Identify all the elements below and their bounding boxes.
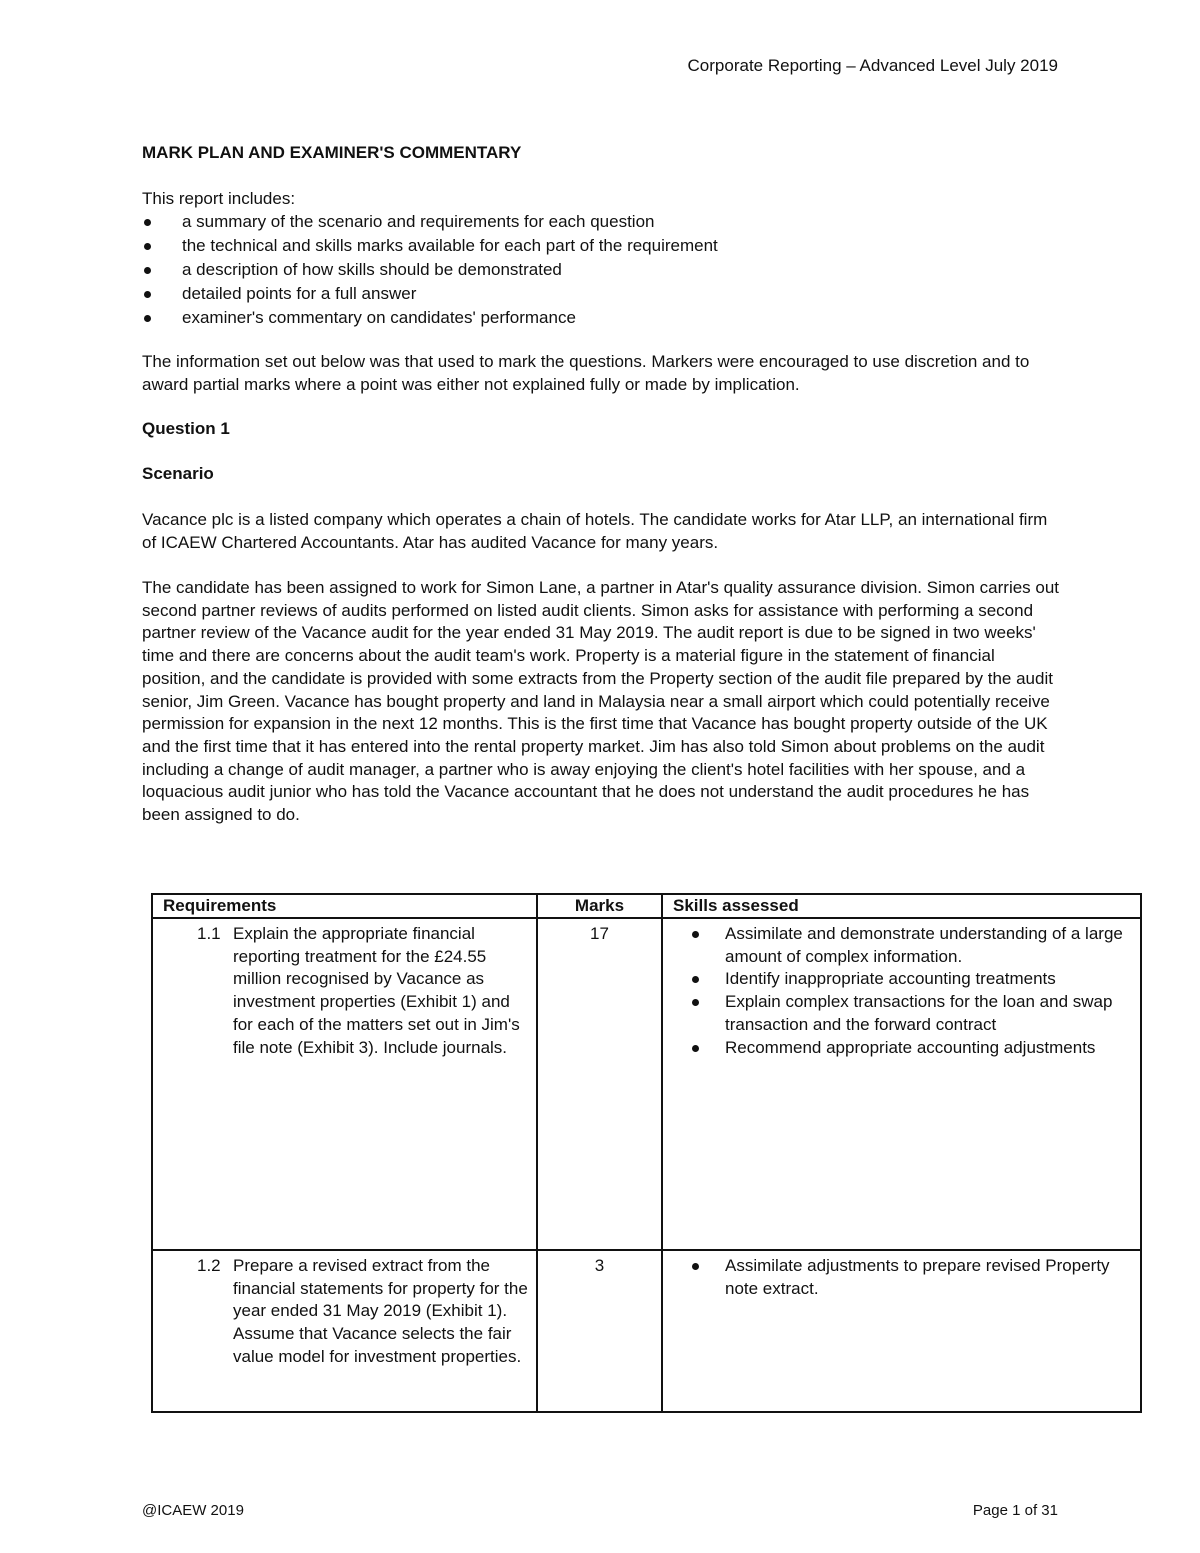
bullet-icon bbox=[144, 315, 151, 322]
list-item: detailed points for a full answer bbox=[142, 282, 718, 306]
info-paragraph: The information set out below was that used to mark the questions. Markers were encouraged to use discretion and to award partial marks where a point was either not explained fully or made by implication. bbox=[142, 352, 1030, 394]
list-item: Assimilate and demonstrate understanding of a large amount of complex information. bbox=[663, 923, 1130, 968]
list-item: examiner's commentary on candidates' performance bbox=[142, 306, 718, 330]
footer-copyright: @ICAEW 2019 bbox=[142, 1502, 244, 1519]
page-title: MARK PLAN AND EXAMINER'S COMMENTARY bbox=[142, 143, 522, 162]
page-number: Page 1 of 31 bbox=[972, 1502, 1058, 1519]
skills-cell bbox=[662, 1250, 1141, 1412]
requirement-cell bbox=[152, 918, 537, 1250]
intro-lead: This report includes: bbox=[142, 189, 296, 208]
list-item: Explain complex transactions for the loan and swap transaction and the forward contract bbox=[663, 991, 1130, 1036]
requirements-header: Requirements bbox=[152, 894, 537, 918]
requirement-number: 1.1 bbox=[197, 924, 221, 943]
list-item: Recommend appropriate accounting adjustments bbox=[663, 1037, 1130, 1060]
bullet-icon bbox=[692, 931, 699, 938]
bullet-icon bbox=[144, 219, 151, 226]
list-item: the technical and skills marks available for each part of the requirement bbox=[142, 234, 718, 258]
skills-list bbox=[663, 923, 1130, 1059]
skills-header: Skills assessed bbox=[662, 894, 1141, 918]
skills-cell bbox=[662, 918, 1141, 1250]
bullet-icon bbox=[692, 1045, 699, 1052]
bullet-icon bbox=[692, 976, 699, 983]
requirement-number: 1.2 bbox=[197, 1256, 221, 1275]
requirement-cell bbox=[152, 1250, 537, 1412]
scenario-paragraph-2: The candidate has been assigned to work for Simon Lane, a partner in Atar's quality assurance division. Simon carries out second partner reviews of audits performed on listed audit clients. Simon asks for assistance with performing a second partner review of the Vacance audit for the year ended 31 May 2019. The audit report is due to be signed in two weeks' time and there are concerns about the audit team's work. Property is a material figure in the statement of financial position, and the candidate is provided with some extracts from the Property section of the audit file prepared by the audit senior, Jim Green. Vacance has bought property and land in Malaysia near a small airport which could potentially receive permission for expansion in the next 12 months. This is the first time that Vacance has bought property outside of the UK and the first time that it has entered into the rental property market. Jim has also told Simon about problems on the audit including a change of audit manager, a partner who is away enjoying the client's hotel facilities with her spouse, and a loquacious audit junior who has told the Vacance accountant that he does not understand the audit procedures he has been assigned to do. bbox=[142, 578, 1060, 825]
bullet-icon bbox=[692, 999, 699, 1006]
scenario-heading: Scenario bbox=[142, 464, 214, 483]
running-header: Corporate Reporting – Advanced Level July 2019 bbox=[687, 56, 1058, 75]
list-item: a description of how skills should be demonstrated bbox=[142, 258, 718, 282]
bullet-icon bbox=[144, 267, 151, 274]
question-title: Question 1 bbox=[142, 419, 230, 438]
list-item: Assimilate adjustments to prepare revised Property note extract. bbox=[663, 1255, 1130, 1300]
list-item: a summary of the scenario and requirements for each question bbox=[142, 210, 718, 234]
table-row bbox=[152, 1250, 1141, 1412]
bullet-icon bbox=[692, 1263, 699, 1270]
intro-bullet-list bbox=[142, 210, 718, 330]
marks-cell: 3 bbox=[537, 1250, 662, 1412]
skills-list bbox=[663, 1255, 1130, 1300]
table-header-row bbox=[152, 894, 1141, 918]
scenario-paragraph-1: Vacance plc is a listed company which operates a chain of hotels. The candidate works for Atar LLP, an international firm of ICAEW Chartered Accountants. Atar has audited Vacance for many years. bbox=[142, 510, 1048, 552]
list-item: Identify inappropriate accounting treatments bbox=[663, 968, 1130, 991]
marks-header: Marks bbox=[537, 894, 662, 918]
marks-cell: 17 bbox=[537, 918, 662, 1250]
requirement-text: Prepare a revised extract from the financial statements for property for the year ended 31 May 2019 (Exhibit 1). Assume that Vacance selects the fair value model for investment properties. bbox=[233, 1256, 528, 1366]
bullet-icon bbox=[144, 291, 151, 298]
requirements-table bbox=[151, 893, 1142, 1413]
table-row bbox=[152, 918, 1141, 1250]
bullet-icon bbox=[144, 243, 151, 250]
requirement-text: Explain the appropriate financial reporting treatment for the £24.55 million recognised by Vacance as investment properties (Exhibit 1) and for each of the matters set out in Jim's file note (Exhibit 3). Include journals. bbox=[233, 924, 520, 1057]
